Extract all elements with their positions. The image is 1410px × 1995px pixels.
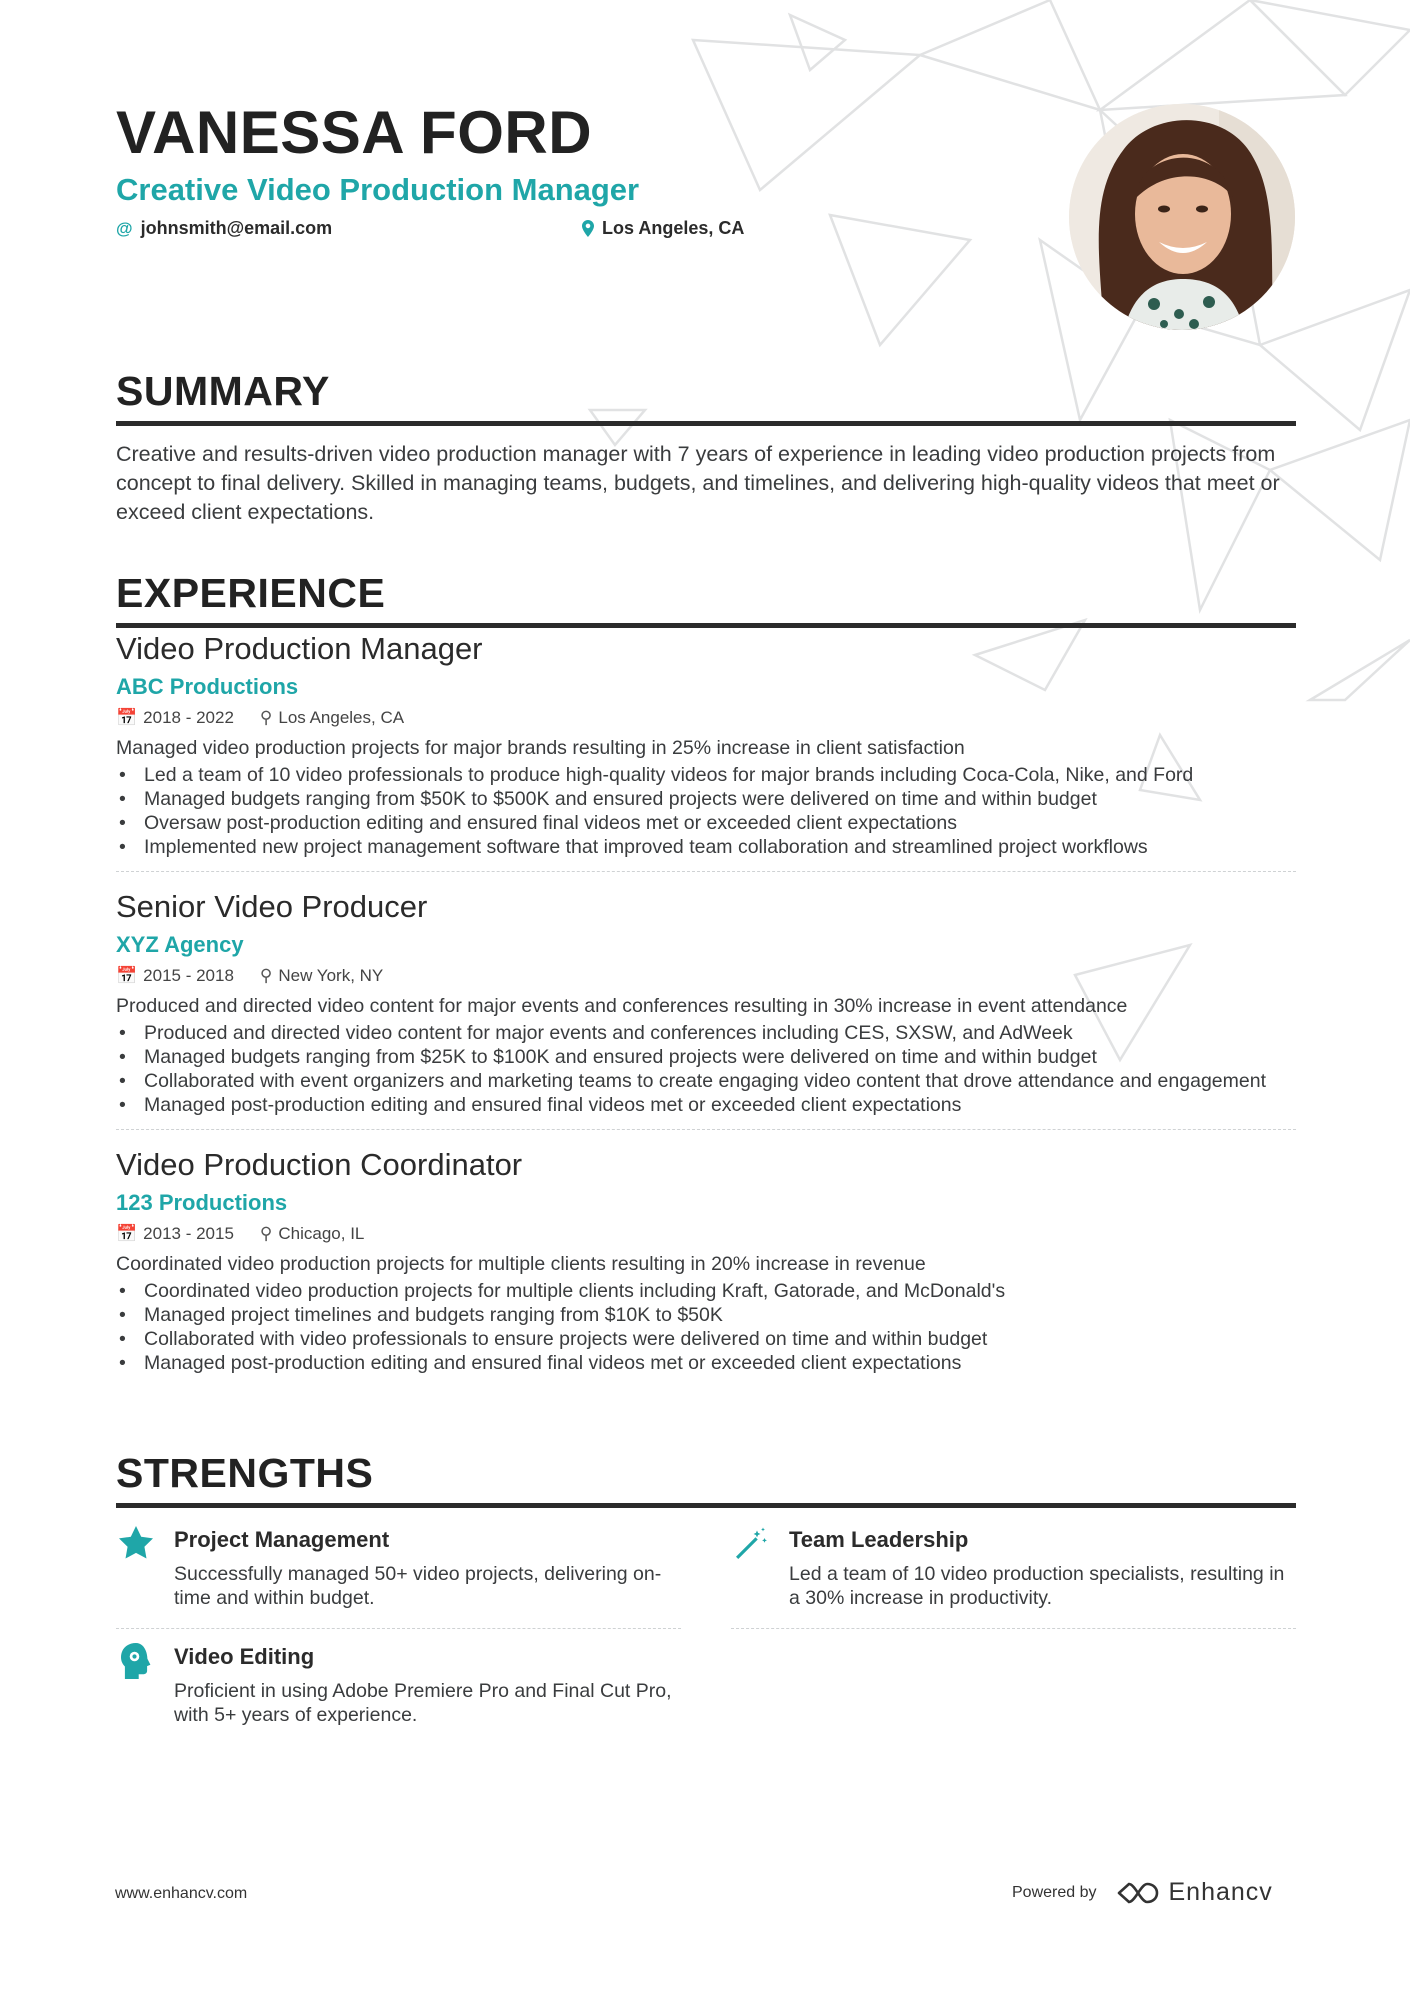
candidate-name: VANESSA FORD xyxy=(116,99,593,166)
bullet-item: • Implemented new project management software that improved team collaboration and streamlined project workflows xyxy=(116,835,1296,859)
job-entry xyxy=(116,1129,1296,1387)
location-pin-icon: ⚲ xyxy=(259,966,273,985)
powered-by-label: Powered by xyxy=(1012,1883,1097,1901)
bullet-item: • Managed budgets ranging from $50K to $500K and ensured projects were delivered on time and within budget xyxy=(116,787,1296,811)
profile-photo xyxy=(1069,104,1295,330)
strength-description: Proficient in using Adobe Premiere Pro and Final Cut Pro, with 5+ years of experience. xyxy=(174,1680,672,1726)
job-title: Senior Video Producer xyxy=(116,889,428,924)
candidate-title: Creative Video Production Manager xyxy=(116,172,640,207)
job-bullets xyxy=(116,1279,1296,1375)
head-brain-icon xyxy=(116,1643,156,1683)
location-text: Los Angeles, CA xyxy=(602,218,745,238)
bullet-item: • Coordinated video production projects for multiple clients including Kraft, Gatorade, and McDonald's xyxy=(116,1279,1296,1303)
enhancv-logo-icon xyxy=(1115,1880,1161,1906)
location-pin-icon: ⚲ xyxy=(259,1224,273,1243)
company-name: 123 Productions xyxy=(116,1190,288,1215)
email-text: johnsmith@email.com xyxy=(140,218,333,238)
job-title: Video Production Manager xyxy=(116,631,483,666)
summary-heading: SUMMARY xyxy=(116,368,330,414)
bullet-item: • Collaborated with video professionals to ensure projects were delivered on time and within budget xyxy=(116,1327,1296,1351)
strength-item xyxy=(116,1526,681,1629)
job-location: Los Angeles, CA xyxy=(278,708,405,727)
bullet-item: • Led a team of 10 video professionals to produce high-quality videos for major brands including Coca-Cola, Nike, and Ford xyxy=(116,763,1296,787)
bullet-item: • Collaborated with event organizers and marketing teams to create engaging video content that drove attendance and engagement xyxy=(116,1069,1296,1093)
bullet-item: • Managed project timelines and budgets ranging from $10K to $50K xyxy=(116,1303,1296,1327)
strength-title: Team Leadership xyxy=(789,1527,969,1552)
job-description: Coordinated video production projects for multiple clients resulting in 20% increase in revenue xyxy=(116,1253,926,1275)
bullet-item: • Managed post-production editing and ensured final videos met or exceeded client expectations xyxy=(116,1351,1296,1375)
resume-page xyxy=(116,0,1296,1726)
calendar-icon: 📅 xyxy=(116,966,138,985)
section-divider xyxy=(116,421,1296,426)
bullet-item: • Oversaw post-production editing and ensured final videos met or exceeded client expectations xyxy=(116,811,1296,835)
footer-branding xyxy=(1012,1878,1273,1907)
strengths-grid xyxy=(116,1526,1296,1759)
at-sign-icon: @ xyxy=(116,218,133,238)
contact-email[interactable] xyxy=(116,218,332,239)
strength-item xyxy=(731,1526,1296,1629)
summary-section xyxy=(116,368,1296,527)
job-dates: 2018 - 2022 xyxy=(143,708,234,727)
job-entry xyxy=(116,628,1296,871)
job-description: Produced and directed video content for major events and conferences resulting in 30% increase in event attendance xyxy=(116,995,1128,1017)
job-description: Managed video production projects for major brands resulting in 25% increase in client satisfaction xyxy=(116,737,965,759)
job-meta xyxy=(116,966,1296,986)
experience-section xyxy=(116,570,1296,1387)
strengths-heading: STRENGTHS xyxy=(116,1450,374,1496)
magic-wand-icon xyxy=(731,1526,771,1566)
company-name: XYZ Agency xyxy=(116,932,244,957)
job-meta xyxy=(116,1224,1296,1244)
job-bullets xyxy=(116,763,1296,859)
strength-description: Led a team of 10 video production specialists, resulting in a 30% increase in productivity. xyxy=(789,1563,1285,1609)
enhancv-logo[interactable] xyxy=(1115,1878,1273,1907)
resume-header xyxy=(116,0,1296,360)
calendar-icon: 📅 xyxy=(116,1224,138,1243)
job-entry xyxy=(116,871,1296,1129)
contact-location xyxy=(582,218,744,239)
location-pin-icon xyxy=(582,220,594,237)
strength-title: Video Editing xyxy=(174,1644,315,1669)
bullet-item: • Produced and directed video content for major events and conferences including CES, SXSW, and AdWeek xyxy=(116,1021,1296,1045)
bullet-item: • Managed budgets ranging from $25K to $100K and ensured projects were delivered on time and within budget xyxy=(116,1045,1296,1069)
calendar-icon: 📅 xyxy=(116,708,138,727)
footer-website[interactable]: www.enhancv.com xyxy=(115,1885,248,1902)
job-title: Video Production Coordinator xyxy=(116,1147,523,1182)
company-name: ABC Productions xyxy=(116,674,299,699)
experience-heading: EXPERIENCE xyxy=(116,570,386,616)
section-divider xyxy=(116,1503,1296,1508)
job-dates: 2015 - 2018 xyxy=(143,966,234,985)
job-location: Chicago, IL xyxy=(278,1224,365,1243)
location-pin-icon: ⚲ xyxy=(259,708,273,727)
job-meta xyxy=(116,708,1296,728)
star-icon xyxy=(116,1526,156,1566)
brand-name: Enhancv xyxy=(1168,1878,1273,1906)
strength-title: Project Management xyxy=(174,1527,390,1552)
job-location: New York, NY xyxy=(278,966,384,985)
summary-text: Creative and results-driven video production manager with 7 years of experience in leading video production projects from concept to final delivery. Skilled in managing teams, budgets, and timelines, and delivering high-quality videos that meet or exceed client expectations. xyxy=(116,442,1280,524)
job-bullets xyxy=(116,1021,1296,1117)
bullet-item: • Managed post-production editing and ensured final videos met or exceeded client expectations xyxy=(116,1093,1296,1117)
strength-item xyxy=(116,1643,681,1745)
strength-description: Successfully managed 50+ video projects, delivering on-time and within budget. xyxy=(174,1563,662,1609)
strengths-section xyxy=(116,1450,1296,1759)
job-dates: 2013 - 2015 xyxy=(143,1224,234,1243)
